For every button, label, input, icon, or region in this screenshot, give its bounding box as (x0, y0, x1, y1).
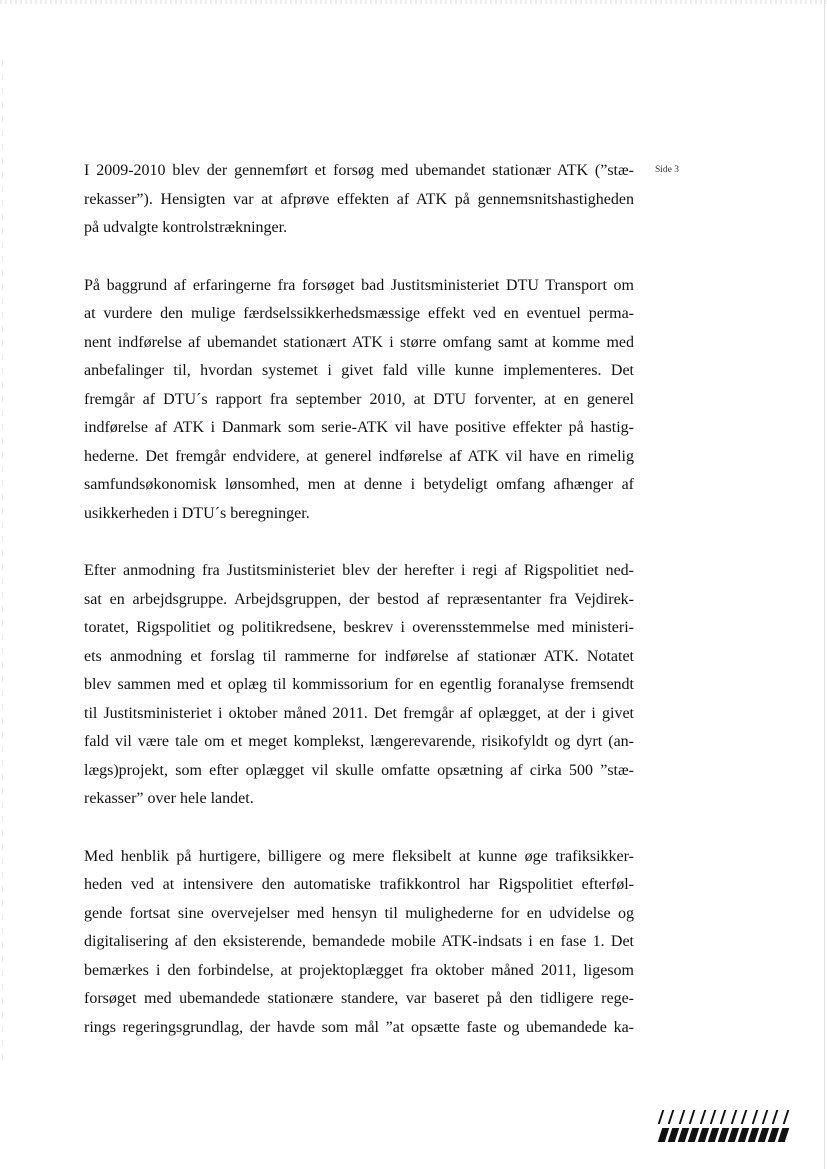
barcode-mark (660, 1110, 792, 1146)
paragraph-line: toratet, Rigspolitiet og politikredsene, beskrev i overensstemmelse med ministeri- (84, 619, 634, 636)
paragraph-line: hederne. Det fremgår endvidere, at generel indførelse af ATK vil have en rimelig (84, 447, 634, 465)
paragraph-4 (84, 843, 634, 1043)
paragraph-line: usikkerheden i DTU´s beregninger. (84, 504, 310, 522)
scan-edge-top (0, 0, 827, 4)
page-number-label: Side 3 (655, 165, 680, 175)
barcode-row-thin (660, 1110, 792, 1124)
paragraph-line: at vurdere den mulige færdselssikkerhedsmæssige effekt ved en eventuel perma- (84, 305, 634, 322)
paragraph-line: Efter anmodning fra Justitsministeriet blev der herefter i regi af Rigspolitiet ned- (84, 562, 634, 579)
paragraph-line: anbefalinger til, hvordan systemet i givet fald ville kunne implementeres. Det (84, 362, 634, 379)
document-body (84, 157, 634, 1071)
scan-edge-left (2, 60, 3, 1060)
paragraph-line: indførelse af ATK i Danmark som serie-ATK vil have positive effekter på hastig- (84, 419, 634, 436)
paragraph-line: rekasser”). Hensigten var at afprøve effekten af ATK på gennemsnitshastigheden (84, 190, 634, 208)
paragraph-line: til Justitsministeriet i oktober måned 2011. Det fremgår af oplægget, at der i givet (84, 704, 634, 722)
paragraph-line: fremgår af DTU´s rapport fra september 2010, at DTU forventer, at en generel (84, 390, 634, 408)
paragraph-line: rekasser” over hele landet. (84, 790, 254, 807)
scan-edge-right (824, 0, 825, 1169)
paragraph-line: fald vil være tale om et meget komplekst, længerevarende, risikofyldt og dyrt (an- (84, 733, 634, 750)
paragraph-line: nent indførelse af ubemandet stationært ATK i større omfang samt at komme med (84, 333, 634, 351)
paragraph-line: På baggrund af erfaringerne fra forsøget bad Justitsministeriet DTU Transport om (84, 276, 634, 294)
paragraph-line: lægs)projekt, som efter oplægget vil skulle omfatte opsætning af cirka 500 ”stæ- (84, 761, 634, 779)
paragraph-line: på udvalgte kontrolstrækninger. (84, 219, 288, 236)
paragraph-line: forsøget med ubemandede stationære standere, var baseret på den tidligere rege- (84, 990, 634, 1007)
paragraph-line: rings regeringsgrundlag, der havde som mål ”at opsætte faste og ubemandede ka- (84, 1018, 634, 1036)
paragraph-line: I 2009-2010 blev der gennemført et forsøg med ubemandet stationær ATK (”stæ- (84, 162, 634, 179)
paragraph-line: bemærkes i den forbindelse, at projektoplægget fra oktober måned 2011, ligesom (84, 961, 634, 979)
paragraph-line: digitalisering af den eksisterende, bemandede mobile ATK-indsats i en fase 1. Det (84, 933, 634, 950)
paragraph-line: Med henblik på hurtigere, billigere og mere fleksibelt at kunne øge trafiksikker- (84, 847, 634, 865)
paragraph-line: sat en arbejdsgruppe. Arbejdsgruppen, der bestod af repræsentanter fra Vejdirek- (84, 590, 634, 608)
paragraph-3 (84, 557, 634, 814)
paragraph-2 (84, 272, 634, 529)
paragraph-1 (84, 157, 634, 243)
barcode-row-thick (660, 1128, 792, 1142)
paragraph-line: ets anmodning et forslag til rammerne for indførelse af stationær ATK. Notatet (84, 647, 634, 665)
paragraph-line: samfundsøkonomisk lønsomhed, men at denne i betydeligt omfang afhænger af (84, 476, 634, 493)
paragraph-line: blev sammen med et oplæg til kommissorium for en egentlig foranalyse fremsendt (84, 676, 634, 693)
paragraph-line: heden ved at intensivere den automatiske trafikkontrol har Rigspolitiet efterføl- (84, 876, 634, 893)
paragraph-line: gende fortsat sine overvejelser med hensyn til mulighederne for en udvidelse og (84, 904, 634, 922)
